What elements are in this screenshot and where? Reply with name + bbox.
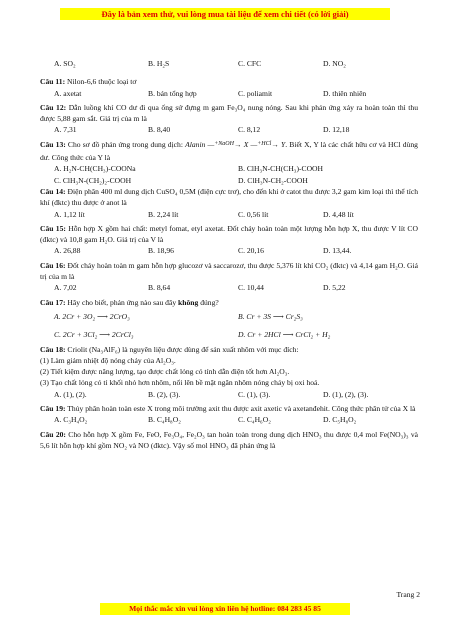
option-a: A. 2Cr + 3O₂ ⟶ 2CrO₃	[54, 311, 130, 321]
option-d: D. C₅H₈O₂	[323, 415, 357, 425]
preview-banner: Đây là bản xem thử, vui lòng mua tài liệu để xem chi tiết (có lời giải)	[60, 8, 390, 20]
option-b: B. 8,40	[148, 125, 171, 135]
question-17-options-cd	[40, 329, 418, 340]
option-d: D. thiên nhiên	[323, 88, 367, 98]
question-15: Câu 15: Hỗn hợp X gồm hai chất: metyl fomat, etyl axetat. Đốt cháy hoàn toàn một lượng hỗn hợp X, thu được V lít CO (đktc) và 10,8 gam H₂O. Giá trị của V là	[40, 223, 418, 245]
option-d: D. ClH₃N-CH₂-COOH	[238, 175, 308, 185]
option-d: D. Cr + 2HCl ⟶ CrCl₂ + H₂	[238, 330, 331, 340]
option-c: C. 0,56 lít	[238, 209, 269, 219]
question-19: Câu 19: Thủy phân hoàn toàn este X trong môi trường axit thu được axit axetic và axetanđehit. Công thức phân tử của X là	[40, 404, 416, 414]
question-13-options-cd	[40, 175, 418, 186]
option-c: C. CFC	[238, 59, 262, 68]
option-a: A. axetat	[54, 88, 82, 98]
option-d: D. (1), (2), (3).	[323, 389, 369, 399]
hotline-banner: Mọi thắc mắc xin vui lòng xin liên hệ hotline: 084 283 45 85	[100, 603, 350, 615]
question-14-options	[40, 209, 418, 220]
option-a: A. SO₂	[54, 59, 76, 68]
question-18: Câu 18: Criolit (Na₃AlF₆) là nguyên liệu được dùng để sản xuất nhôm với mục đích:	[40, 344, 299, 354]
option-c: C. C₄H₆O₂	[238, 415, 271, 425]
question-13: Câu 13: Cho sơ đồ phản ứng trong dung dịch: Alanin —$^{+NaOH}$→ X —$^{+HCl}$→ Y. Biết X, Y là các chất hữu cơ và HCl dùng dư. Công thức của Y là	[40, 139, 418, 163]
question-16-options	[40, 282, 418, 293]
page-number: Trang 2	[396, 590, 420, 599]
question-15-options	[40, 245, 418, 256]
option-c: C. 20,16	[238, 246, 264, 256]
option-b: B. 8,64	[148, 283, 171, 293]
option-b: B. Cr + 3S ⟶ Cr₂S₃	[238, 311, 303, 321]
option-a: A. 26,88	[54, 246, 81, 256]
option-b: B. H₂S	[148, 59, 170, 68]
question-20: Câu 20: Cho hỗn hợp X gồm Fe, FeO, Fe₃O₄, Fe₂O₃ tan hoàn toàn trong dung dịch HNO₃ thu được 0,4 mol Fe(NO₃)₃ và 5,6 lít hỗn hợp khí gồm NO₂ và NO (đktc). Vậy số mol HNO₃ đã phản ứng là	[40, 429, 418, 450]
question-12-options	[40, 124, 418, 135]
option-d: D. 12,18	[323, 125, 350, 135]
option-a: A. 7,31	[54, 125, 77, 135]
option-c: C. 2Cr + 3Cl₂ ⟶ 2CrCl₃	[54, 330, 134, 340]
option-a: A. 7,02	[54, 283, 77, 293]
question-14: Câu 14: Điện phân 400 ml dung dịch CuSO₄ 0,5M (điện cực trơ), cho đến khi ở catot thu được 3,2 gam kim loại thì thể tích khí (đktc) thu được ở anot là	[40, 186, 418, 208]
reaction-scheme: Alanin —$^{+NaOH}$→ X —$^{+HCl}$→ Y	[185, 139, 286, 149]
question-13-options-ab	[40, 163, 418, 174]
question-19-options	[40, 414, 418, 425]
question-17-options-ab	[40, 311, 418, 322]
option-b: B. 2,24 lít	[148, 209, 179, 219]
option-a: A. 1,12 lít	[54, 209, 85, 219]
option-b: B. 18,96	[148, 246, 174, 256]
option-d: D. NO₂	[323, 59, 346, 68]
question-10-options	[40, 58, 418, 69]
question-18-item-3: (3) Tạo chất lỏng có tỉ khối nhỏ hơn nhôm, nổi lên bề mặt ngăn nhôm nóng chảy bị oxi hoá.	[40, 378, 320, 388]
question-16: Câu 16: Đốt cháy hoàn toàn m gam hỗn hợp glucozơ và saccarozơ, thu được 5,376 lít khí CO₂ (đktc) và 4,14 gam H₂O. Giá trị của m là	[40, 260, 418, 282]
option-d: D. 13,44.	[323, 246, 352, 256]
option-c: C. (1), (3).	[238, 389, 271, 399]
question-12: Câu 12: Dẫn luồng khí CO dư đi qua ống sứ đựng m gam Fe₃O₄ nung nóng. Sau khi phản ứng xảy ra hoàn toàn thì thu được 5,88 gam sắt. Giá trị của m là	[40, 102, 419, 124]
question-18-options	[40, 389, 418, 400]
option-a: A. H₂N-CH(CH₃)-COONa	[54, 164, 136, 174]
option-b: B. (2), (3).	[148, 389, 181, 399]
option-b: B. ClH₃N-CH(CH₃)-COOH	[238, 164, 324, 174]
question-18-item-1: (1) Làm giảm nhiệt độ nóng chảy của Al₂O₃.	[40, 355, 176, 365]
question-11: Câu 11: Nilon-6,6 thuộc loại tơ	[40, 77, 137, 87]
option-d: D. 4,48 lít	[323, 209, 354, 219]
question-18-item-2: (2) Tiết kiệm được năng lượng, tạo được chất lỏng có tính dẫn điện tốt hơn Al₂O₃.	[40, 367, 290, 377]
option-b: B. bán tổng hợp	[148, 88, 197, 98]
question-11-options	[40, 88, 418, 99]
question-17: Câu 17: Hãy cho biết, phản ứng nào sau đây không đúng?	[40, 297, 219, 307]
option-a: A. C₃H₄O₂	[54, 415, 88, 425]
option-c: C. poliamit	[238, 88, 273, 98]
document-body	[40, 58, 418, 451]
option-a: A. (1), (2).	[54, 389, 87, 399]
option-d: D. 5,22	[323, 283, 346, 293]
option-c: C. 8,12	[238, 125, 261, 135]
option-c: C. 10,44	[238, 283, 264, 293]
option-c: C. ClH₃N-(CH₂)₂-COOH	[54, 175, 132, 185]
option-b: B. C₄H₈O₂	[148, 415, 181, 425]
